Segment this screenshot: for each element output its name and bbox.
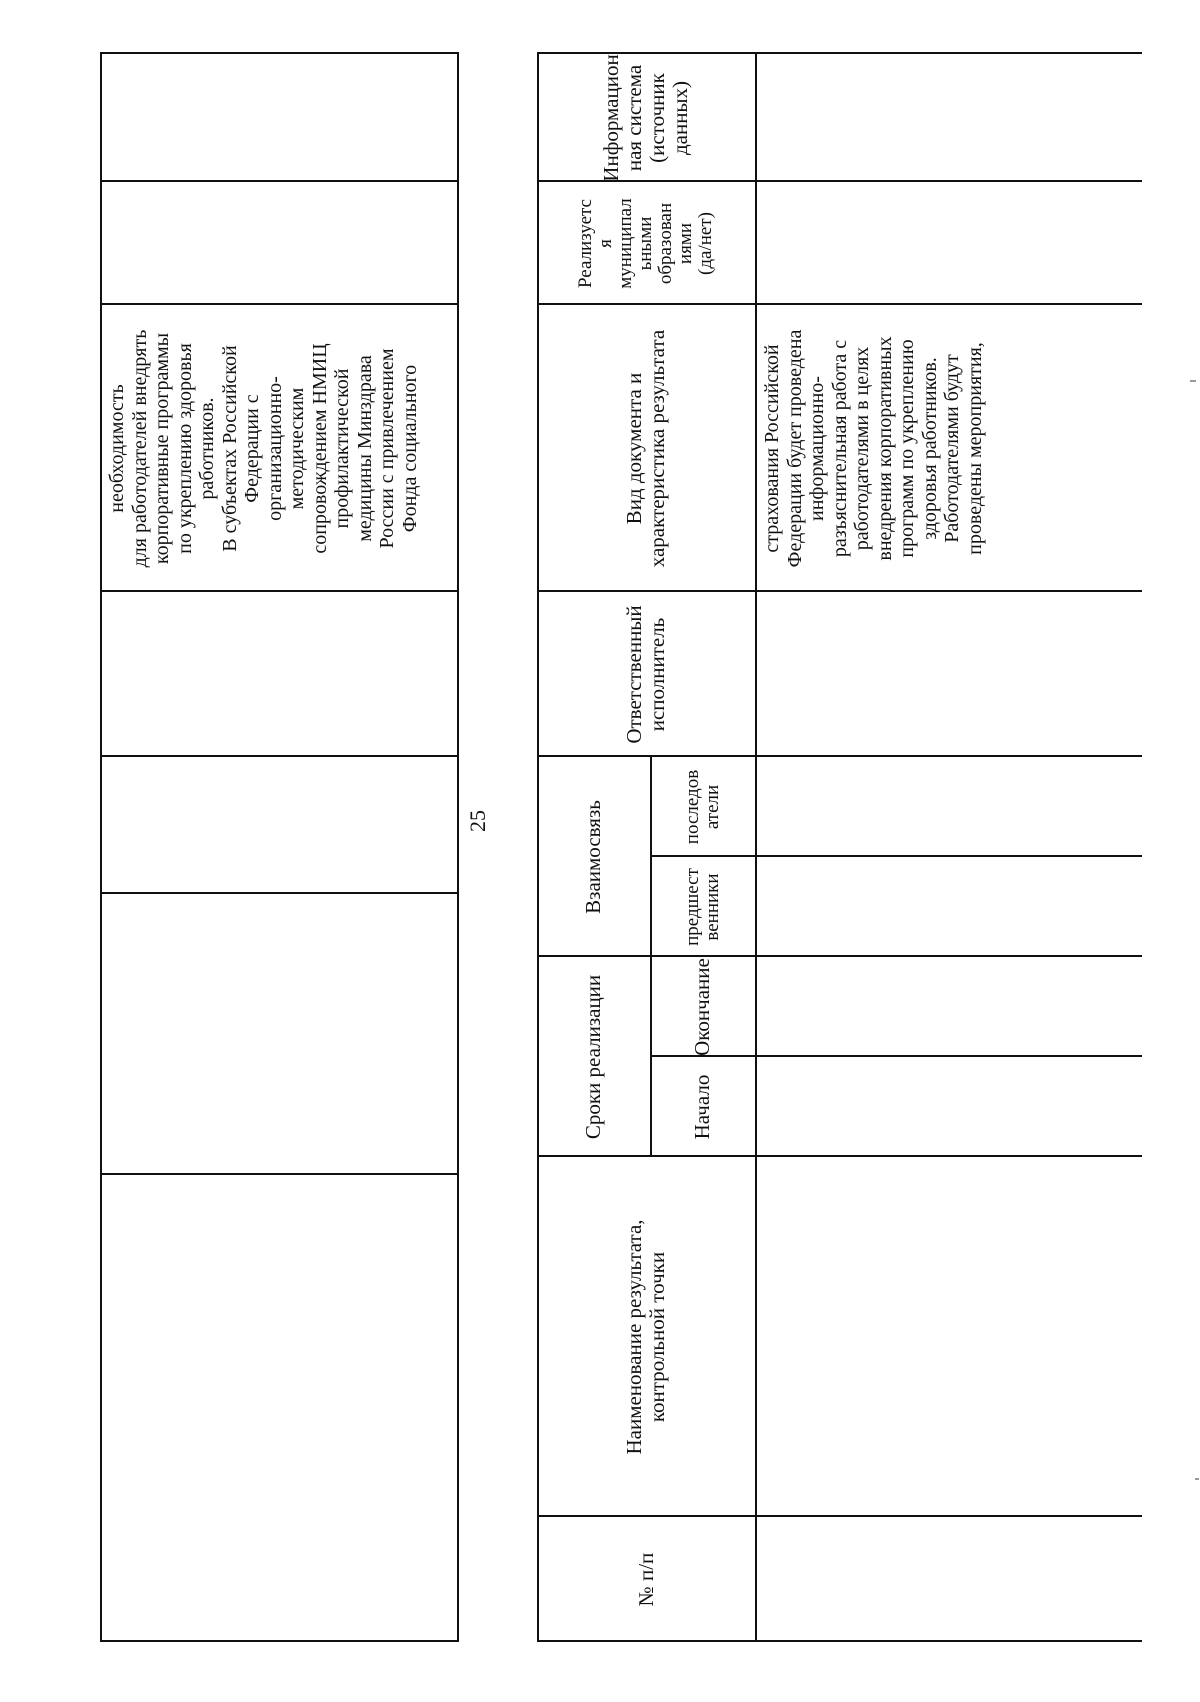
header-info-system: Информацион ная система (источник данных) xyxy=(599,54,692,182)
header-terms: Сроки реализации xyxy=(581,974,605,1140)
scan-mark xyxy=(1195,1478,1199,1480)
header-predecessors: предшест венники xyxy=(681,868,723,946)
header-start: Начало xyxy=(690,1074,714,1140)
header-link: Взаимосвязь xyxy=(581,800,605,914)
header-end: Окончание xyxy=(690,958,714,1056)
scan-mark xyxy=(1190,380,1196,382)
continuation-text-cell: необходимость для работодателей внедрять корпоративные программы по укреплению здоровья работников. В субъектах Российской Федерации с организационно- методическим сопровождением НМИЦ профилактической медицины Минздрава России с привлечением Фонда социального xyxy=(106,329,421,568)
header-num: № п/п xyxy=(633,1552,658,1607)
header-executor: Ответственный исполнитель xyxy=(622,605,669,744)
page-number: 25 xyxy=(465,810,490,832)
body-doc-text-cell: страхования Российской Федерации будет проведена информационно- разъяснительная работа с работодателями в целях внедрения корпоративных программ по укреплению здоровья работников. Работодателями будут проведены мероприятия, xyxy=(761,329,986,568)
header-successors: последов атели xyxy=(681,769,723,845)
header-name: Наименование результата, контрольной точки xyxy=(622,1219,669,1455)
header-doc-type: Вид документа и характеристика результата xyxy=(622,329,669,568)
header-municipal: Реализуетс я муниципал ьными образован иями (да/нет) xyxy=(575,198,716,289)
